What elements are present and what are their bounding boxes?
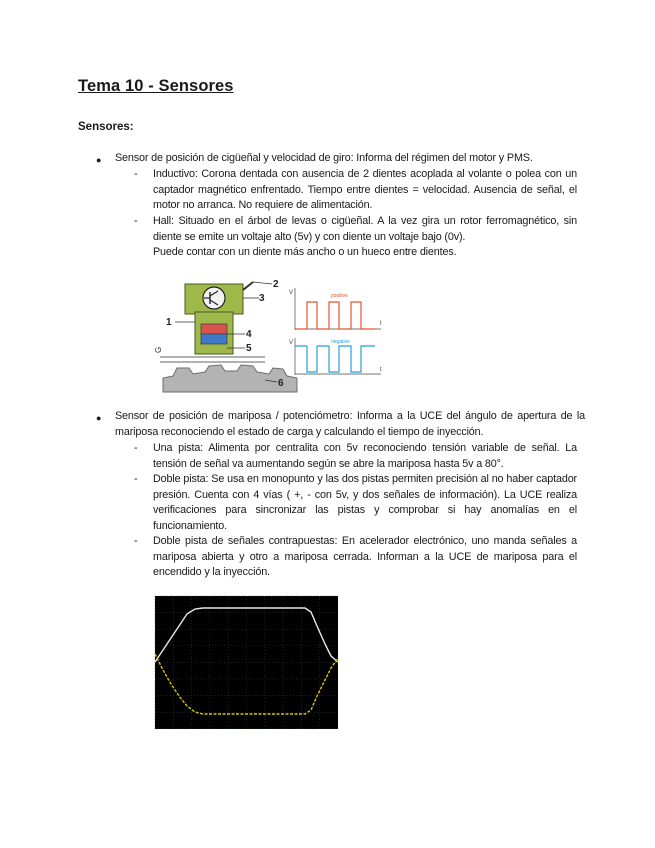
bullet-2-sub-1: Una pista: Alimenta por centralita con 5v reconociendo tensión variable de señal. La tensión de señal va aumentando según se abre la mariposa hasta 5v a 80°. <box>153 442 577 470</box>
bullet-2-text: Sensor de posición de mariposa / potenciómetro: Informa a la UCE del ángulo de apertura de la mariposa reconociendo el estado de carga y calculando el tiempo de inyección. <box>115 410 585 438</box>
dash-marker: - <box>134 535 138 547</box>
hall-sensor-figure <box>155 272 388 392</box>
bullet-1-note: Puede contar con un diente más ancho o un hueco entre dientes. <box>153 246 457 258</box>
callout-3: 3 <box>259 293 265 304</box>
axis-t-negative: t <box>380 367 382 373</box>
positive-label: positive <box>331 293 348 299</box>
dash-marker: - <box>134 442 138 454</box>
oscilloscope-display <box>155 596 338 729</box>
callout-4: 4 <box>246 329 252 340</box>
bullet-1-sub-1: Inductivo: Corona dentada con ausencia de 2 dientes acoplada al volante o polea con un captador magnético enfrentado. Tiempo entre dientes = velocidad. Ausencia de señal, el motor no arranca. No requiere de alimentación. <box>153 168 577 212</box>
callout-1: 1 <box>166 317 172 328</box>
callout-2: 2 <box>273 279 279 290</box>
dash-marker: - <box>134 215 138 227</box>
negative-waveform <box>295 346 375 372</box>
bullet-marker: ● <box>96 155 102 165</box>
bullet-2-sub-2: Doble pista: Se usa en monopunto y las dos pistas permiten precisión al no haber captador presión. Cuenta con 4 vías ( +, - con 5v, y dos señales de información). La UCE realiza verificaciones para sincronizar las pistas y comprobar si hay anomalías en el funcionamiento. <box>153 473 577 532</box>
gear-wheel <box>163 365 297 392</box>
gap-label: G <box>154 346 163 353</box>
bullet-1-text: Sensor de posición de cigüeñal y velocidad de giro: Informa del régimen del motor y PMS. <box>115 152 533 164</box>
bullet-marker: ● <box>96 413 102 423</box>
axis-t-positive: t <box>380 321 382 327</box>
positive-waveform <box>295 302 375 329</box>
dash-marker: - <box>134 168 138 180</box>
negative-label: negative <box>331 339 350 345</box>
axis-v-negative: V <box>289 340 294 346</box>
oscilloscope-figure <box>155 596 338 729</box>
bullet-2-sub-3: Doble pista de señales contrapuestas: En acelerador electrónico, uno manda señales a mariposa abierta y otro a mariposa cerrada. Informan a la UCE de mariposa para el encendido y la inyección. <box>153 535 577 579</box>
page-title: Tema 10 - Sensores <box>78 77 234 95</box>
bullet-1-sub-2: Hall: Situado en el árbol de levas o cigüeñal. A la vez gira un rotor ferromagnético, sin diente se emite un voltaje alto (5v) y con diente un voltaje bajo (0v). <box>153 215 577 243</box>
hall-sensor-diagram <box>155 272 388 392</box>
section-heading: Sensores: <box>78 121 134 133</box>
axis-v-positive: V <box>289 290 294 296</box>
dash-marker: - <box>134 473 138 485</box>
callout-5: 5 <box>246 343 252 354</box>
callout-6: 6 <box>278 378 284 389</box>
